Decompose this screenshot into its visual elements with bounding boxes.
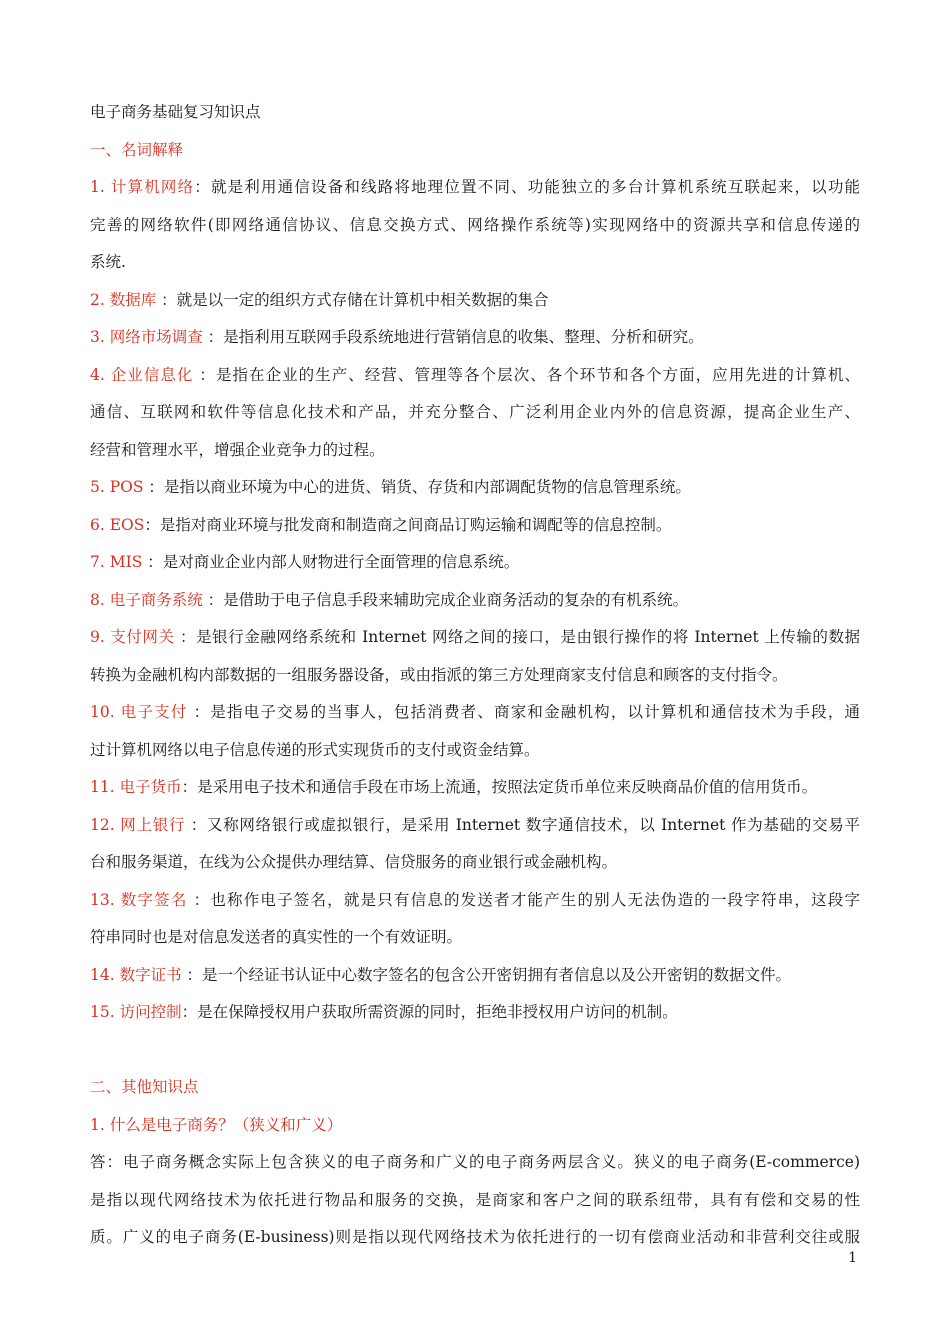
- term-definition-text: 转换为金融机构内部数据的一组服务器设备，或由指派的第三方处理商家支付信息和顾客的支付指令。: [90, 665, 788, 684]
- term-line: [90, 882, 860, 920]
- term-line: [90, 769, 860, 807]
- term-definition-text: ：是银行金融网络系统和 Internet 网络之间的接口，是由银行操作的将 Internet 上传输的数据: [174, 628, 860, 646]
- page-number: 1: [848, 1250, 857, 1266]
- term-definition-text: 经营和管理水平，增强企业竞争力的过程。: [90, 440, 385, 459]
- term-label: 10. 电子支付: [90, 703, 188, 721]
- term-label: 7. MIS: [90, 553, 143, 571]
- term-line: [90, 207, 860, 245]
- term-definition-text: 系统.: [90, 253, 126, 271]
- term-line: [90, 844, 860, 882]
- term-line: [90, 657, 860, 695]
- term-definition-text: 完善的网络软件(即网络通信协议、信息交换方式、网络操作系统等)实现网络中的资源共享和信息传递的: [90, 215, 860, 234]
- term-line: [90, 619, 860, 657]
- term-label: 13. 数字签名: [90, 890, 188, 909]
- term-line: [90, 394, 860, 432]
- document-page: [90, 94, 860, 1257]
- term-definition-text: ：是指以商业环境为中心的进货、销货、存货和内部调配货物的信息管理系统。: [143, 478, 691, 496]
- term-line: [90, 357, 860, 395]
- term-definition-text: ：是指在企业的生产、经营、管理等各个层次、各个环节和各个方面，应用先进的计算机、: [193, 365, 860, 384]
- term-line: [90, 544, 860, 582]
- term-label: 8. 电子商务系统: [90, 590, 203, 609]
- term-definition-text: 通信、互联网和软件等信息化技术和产品，并充分整合、广泛利用企业内外的信息资源，提高企业生产、: [90, 403, 860, 421]
- term-line: [90, 282, 860, 320]
- term-line: [90, 469, 860, 507]
- term-definition-text: ：是在保障授权用户获取所需资源的同时，拒绝非授权用户访问的机制。: [181, 1003, 678, 1021]
- term-label: 5. POS: [90, 478, 144, 496]
- term-label: 2. 数据库: [90, 290, 157, 309]
- section-gap: [90, 1032, 860, 1070]
- term-label: 6. EOS: [90, 515, 145, 534]
- term-definition-text: ：是指电子交易的当事人，包括消费者、商家和金融机构，以计算机和通信技术为手段，通: [187, 703, 860, 721]
- term-definition-text: 符串同时也是对信息发送者的真实性的一个有效证明。: [90, 928, 463, 946]
- term-line: [90, 994, 860, 1032]
- term-definition-text: ：是一个经证书认证中心数字签名的包含公开密钥拥有者信息以及公开密钥的数据文件。: [181, 965, 792, 984]
- term-line: [90, 732, 860, 770]
- term-line: [90, 319, 860, 357]
- section-heading-other: 二、其他知识点: [90, 1078, 199, 1096]
- term-label: 9. 支付网关: [90, 628, 175, 646]
- term-definition-text: ：是对商业企业内部人财物进行全面管理的信息系统。: [142, 553, 520, 571]
- term-definition-text: ：是指利用互联网手段系统地进行营销信息的收集、整理、分析和研究。: [202, 328, 704, 346]
- term-line: [90, 919, 860, 957]
- term-definition-text: 过计算机网络以电子信息传递的形式实现货币的支付或资金结算。: [90, 740, 540, 759]
- term-label: 11. 电子货币: [90, 778, 182, 796]
- term-line: [90, 169, 860, 207]
- term-definition-text: ：也称作电子签名，就是只有信息的发送者才能产生的别人无法伪造的一段字符串，这段字: [187, 890, 860, 909]
- question-heading: 1. 什么是电子商务？（狭义和广义）: [90, 1115, 343, 1134]
- term-label: 12. 网上银行: [90, 815, 186, 834]
- document-title: 电子商务基础复习知识点: [90, 103, 261, 121]
- term-label: 3. 网络市场调查: [90, 328, 203, 346]
- answer-line: 答：电子商务概念实际上包含狭义的电子商务和广义的电子商务两层含义。狭义的电子商务(E-commerce): [90, 1153, 860, 1171]
- term-definition-text: 台和服务渠道，在线为公众提供办理结算、信贷服务的商业银行或金融机构。: [90, 853, 618, 871]
- term-line: [90, 432, 860, 470]
- term-definition-text: ：又称网络银行或虚拟银行，是采用 Internet 数字通信技术，以 Internet 作为基础的交易平: [185, 815, 860, 834]
- term-line: [90, 807, 860, 845]
- term-label: 4. 企业信息化: [90, 365, 194, 384]
- term-label: 14. 数字证书: [90, 965, 182, 984]
- term-definition-text: ：是指对商业环境与批发商和制造商之间商品订购运输和调配等的信息控制。: [144, 515, 672, 534]
- term-label: 1. 计算机网络: [90, 178, 195, 196]
- term-line: [90, 507, 860, 545]
- term-line: [90, 694, 860, 732]
- term-definition-text: ：就是以一定的组织方式存储在计算机中相关数据的集合: [156, 290, 549, 309]
- answer-line: 是指以现代网络技术为依托进行物品和服务的交换，是商家和客户之间的联系纽带，具有有偿和交易的性: [90, 1190, 860, 1209]
- term-line: [90, 244, 860, 282]
- term-label: 15. 访问控制: [90, 1003, 182, 1021]
- term-definition-text: ：是借助于电子信息手段来辅助完成企业商务活动的复杂的有机系统。: [202, 590, 689, 609]
- term-line: [90, 957, 860, 995]
- answer-line: 质。广义的电子商务(E-business)则是指以现代网络技术为依托进行的一切有偿商业活动和非营利交往或服: [90, 1228, 860, 1246]
- section-heading-terms: 一、名词解释: [90, 140, 184, 159]
- term-line: [90, 582, 860, 620]
- term-definition-text: ：是采用电子技术和通信手段在市场上流通，按照法定货币单位来反映商品价值的信用货币。: [181, 778, 818, 796]
- term-definition-text: ：就是利用通信设备和线路将地理位置不同、功能独立的多台计算机系统互联起来，以功能: [194, 178, 860, 196]
- term-list: [90, 169, 860, 1032]
